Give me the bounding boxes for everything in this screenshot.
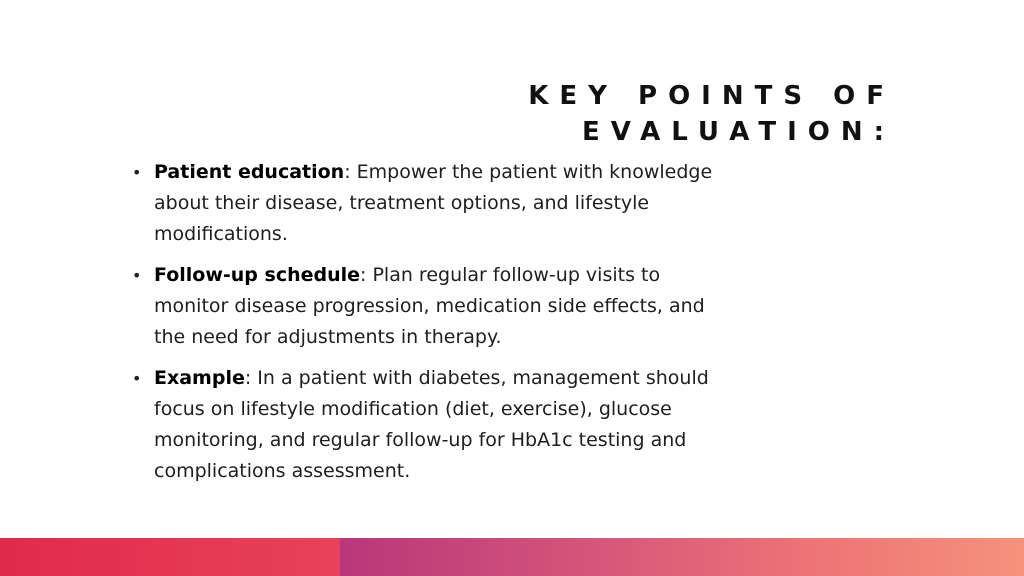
slide-title-line-1: KEY POINTS OF — [528, 81, 895, 111]
bullet-text: : Empower the patient with knowledge about their disease, treatment options, and lifestyle modifications. — [154, 161, 713, 245]
bullet-list — [132, 157, 722, 497]
footer-band-right — [340, 538, 1024, 576]
footer-band-left — [0, 538, 340, 576]
bullet-item — [132, 363, 722, 487]
slide-title — [440, 78, 895, 150]
bullet-term: Follow-up schedule — [154, 264, 361, 286]
bullet-text: : In a patient with diabetes, management should focus on lifestyle modification (diet, exercise), glucose monitoring, and regular follow-up for HbA1c testing and complications assessment. — [154, 367, 709, 482]
bullet-text: : Plan regular follow-up visits to monitor disease progression, medication side effects, and the need for adjustments in therapy. — [154, 264, 705, 348]
bullet-item — [132, 157, 722, 250]
bullet-item — [132, 260, 722, 353]
bullet-term: Patient education — [154, 161, 345, 183]
footer-gradient-band — [0, 538, 1024, 576]
bullet-term: Example — [154, 367, 245, 389]
slide-title-line-2: EVALUATION: — [582, 117, 895, 147]
